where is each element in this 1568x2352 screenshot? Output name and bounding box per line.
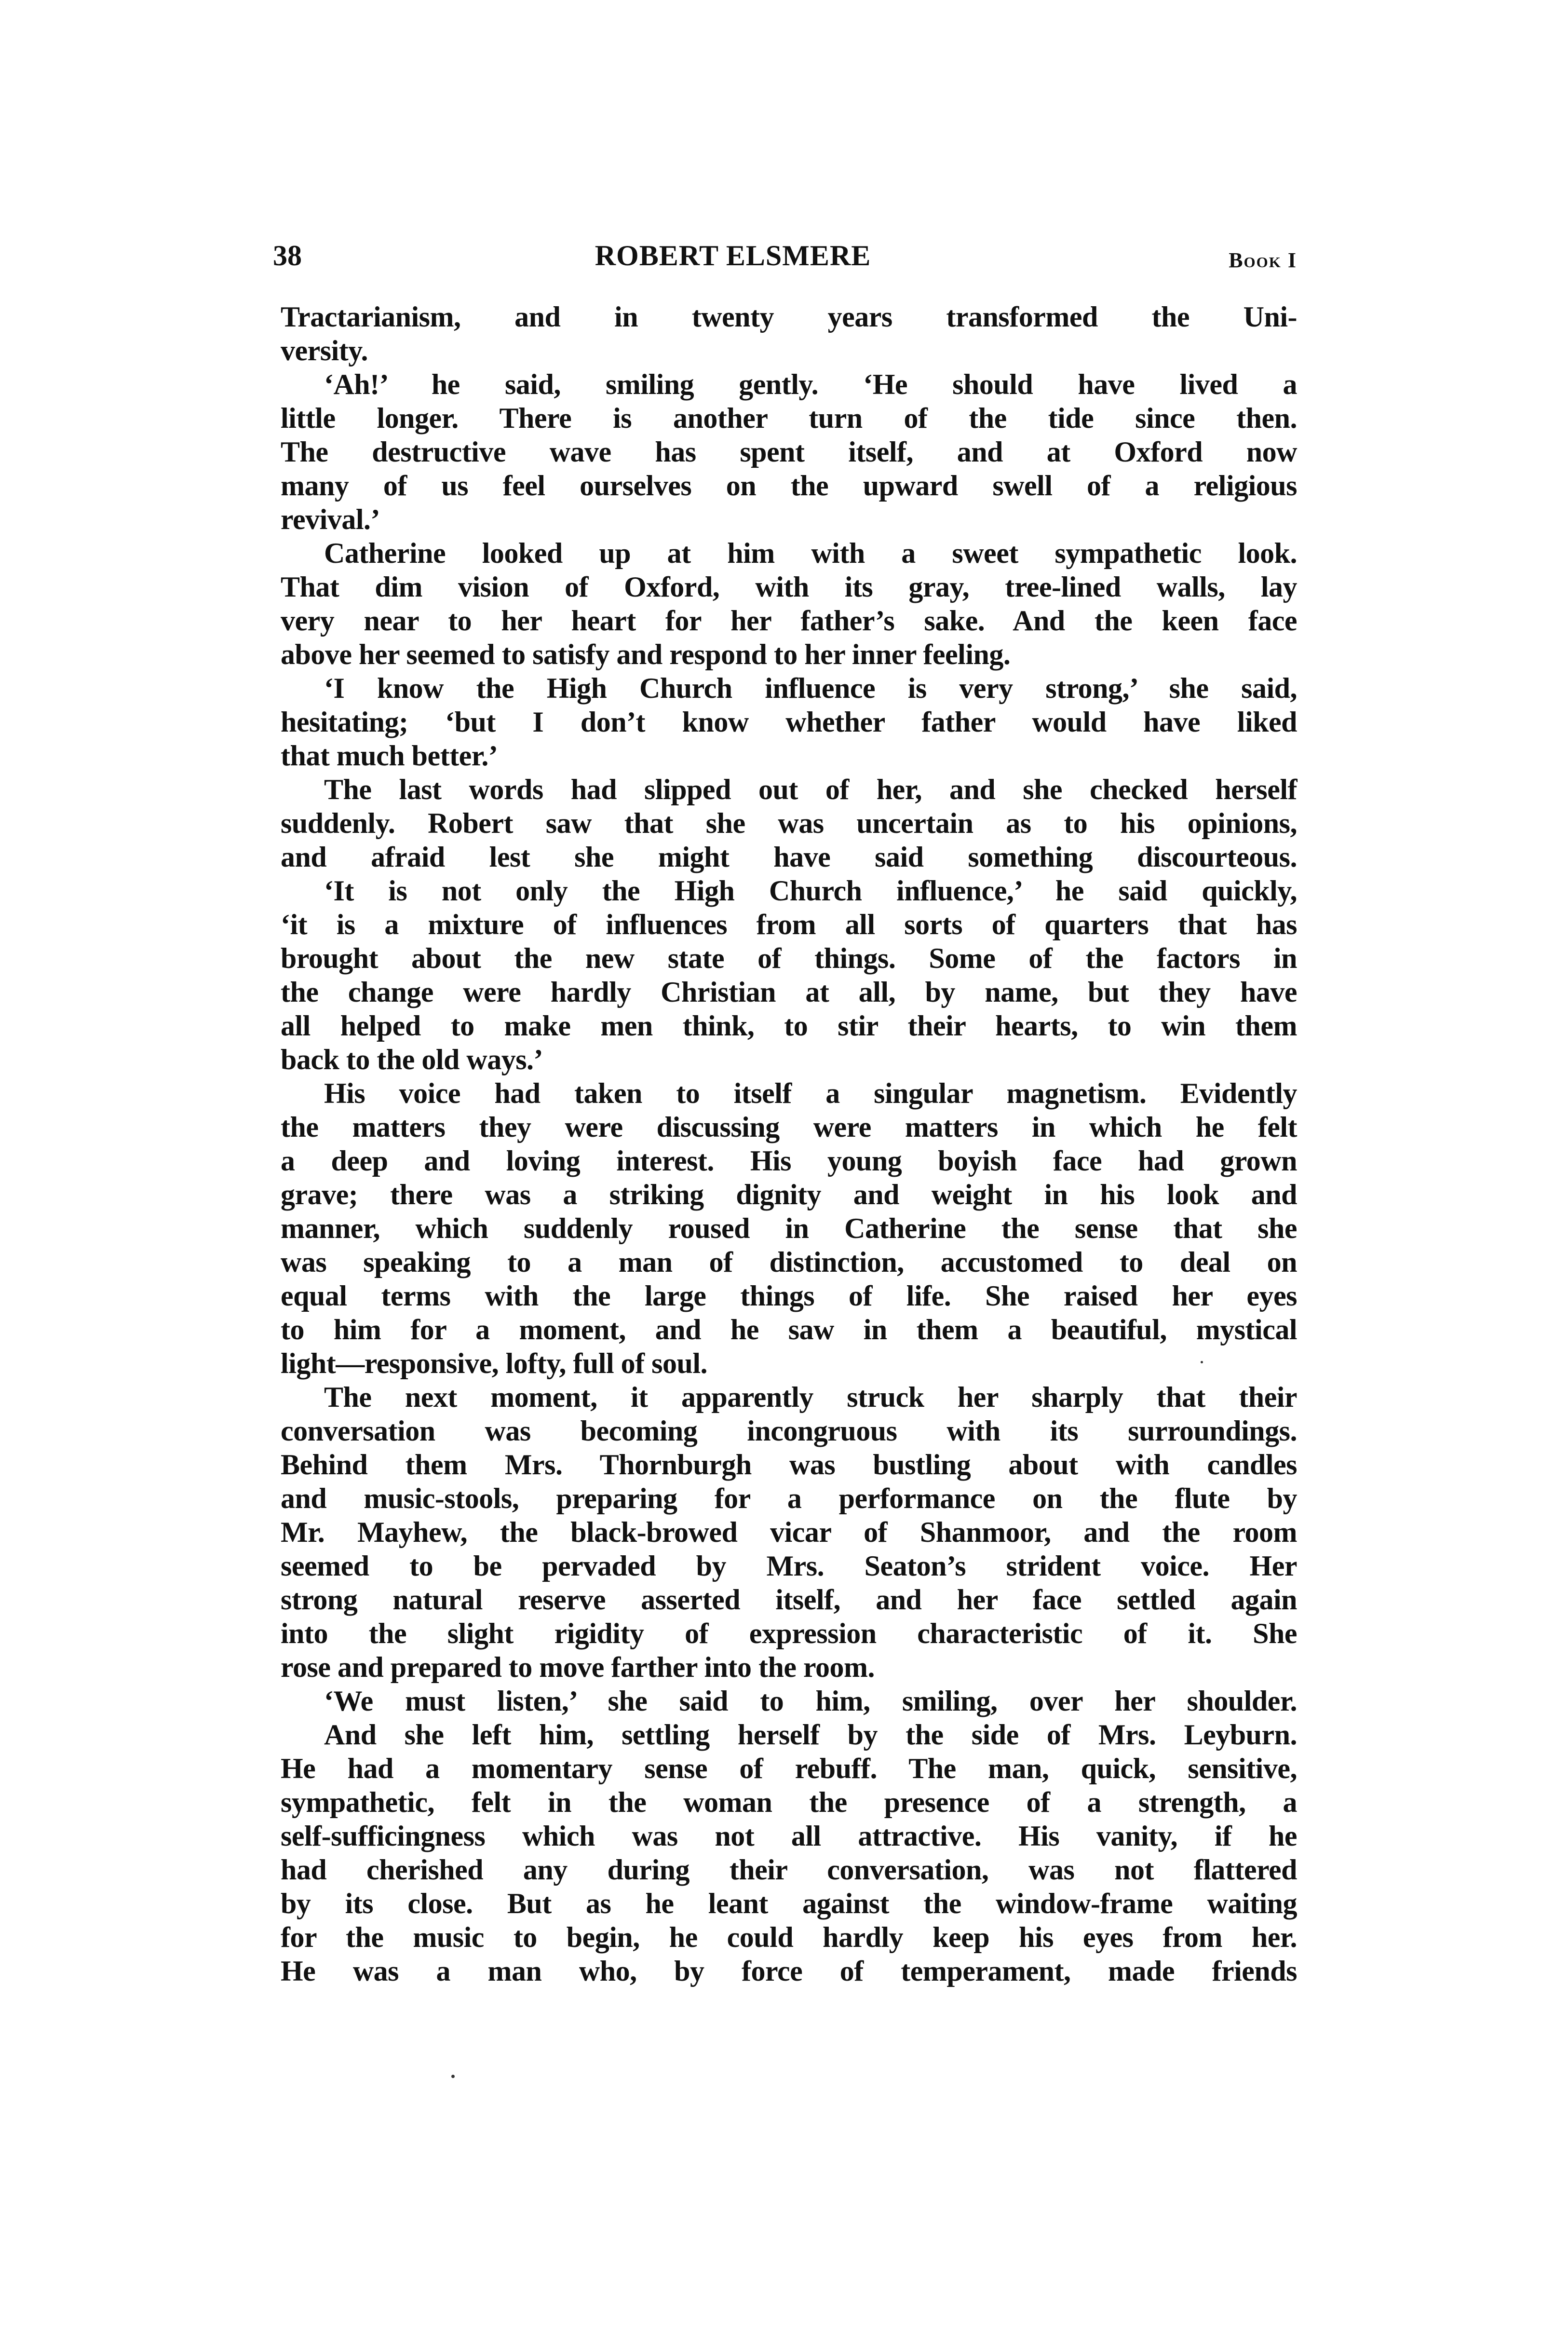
text-line: all helped to make men think, to stir their hearts, to win them [281, 1010, 1297, 1042]
text-line: and music-stools, preparing for a performance on the flute by [281, 1482, 1297, 1514]
text-line: suddenly. Robert saw that she was uncertain as to his opinions, [281, 807, 1297, 839]
text-line: seemed to be pervaded by Mrs. Seaton’s strident voice. Her [281, 1550, 1297, 1582]
text-line: The destructive wave has spent itself, and at Oxford now [281, 436, 1297, 468]
text-line: rose and prepared to move farther into the room. [281, 1651, 875, 1683]
text-line: light—responsive, lofty, full of soul. [281, 1347, 707, 1379]
text-line: He was a man who, by force of temperament, made friends [281, 1955, 1297, 1987]
text-line: Tractarianism, and in twenty years transformed the Uni- [281, 301, 1297, 333]
paragraph [281, 1380, 1297, 1684]
text-line: back to the old ways.’ [281, 1044, 543, 1075]
body-text [281, 300, 1297, 1988]
text-line: conversation was becoming incongruous with its surroundings. [281, 1415, 1297, 1447]
paragraph [281, 773, 1297, 874]
text-line: equal terms with the large things of life. She raised her eyes [281, 1280, 1297, 1312]
text-line: the matters they were discussing were matters in which he felt [281, 1111, 1297, 1143]
text-line: ‘It is not only the High Church influence,’ he said quickly, [324, 875, 1297, 907]
text-line: to him for a moment, and he saw in them a beautiful, mystical [281, 1314, 1297, 1346]
text-line: self-sufficingness which was not all attractive. His vanity, if he [281, 1820, 1297, 1852]
text-line: sympathetic, felt in the woman the presence of a strength, a [281, 1786, 1297, 1818]
text-line: many of us feel ourselves on the upward swell of a religious [281, 470, 1297, 502]
book-label: Book I [1229, 248, 1297, 272]
text-line: hesitating; ‘but I don’t know whether father would have liked [281, 706, 1297, 738]
text-line: above her seemed to satisfy and respond to her inner feeling. [281, 639, 1011, 670]
text-line: Catherine looked up at him with a sweet sympathetic look. [324, 537, 1297, 569]
text-line: into the slight rigidity of expression characteristic of it. She [281, 1618, 1297, 1649]
text-line: and afraid lest she might have said something discourteous. [281, 841, 1297, 873]
paragraph [281, 367, 1297, 536]
text-line: That dim vision of Oxford, with its gray, tree-lined walls, lay [281, 571, 1297, 603]
text-line: strong natural reserve asserted itself, and her face settled again [281, 1584, 1297, 1616]
text-line: grave; there was a striking dignity and weight in his look and [281, 1179, 1297, 1210]
text-line: His voice had taken to itself a singular magnetism. Evidently [324, 1077, 1297, 1109]
paragraph [281, 536, 1297, 671]
text-line: ‘Ah!’ he said, smiling gently. ‘He should have lived a [324, 368, 1297, 400]
text-line: a deep and loving interest. His young boyish face had grown [281, 1145, 1297, 1177]
paragraph [281, 1684, 1297, 1718]
paragraph [281, 1718, 1297, 1988]
text-line: Behind them Mrs. Thornburgh was bustling about with candles [281, 1449, 1297, 1481]
text-line: And she left him, settling herself by the side of Mrs. Leyburn. [324, 1719, 1297, 1751]
text-line: ‘it is a mixture of influences from all sorts of quarters that has [281, 909, 1297, 940]
running-title: ROBERT ELSMERE [595, 240, 871, 272]
text-line: The next moment, it apparently struck her sharply that their [324, 1381, 1297, 1413]
page-number: 38 [273, 240, 302, 272]
paragraph [281, 874, 1297, 1076]
text-line: Mr. Mayhew, the black-browed vicar of Shanmoor, and the room [281, 1516, 1297, 1548]
text-line: little longer. There is another turn of the tide since then. [281, 402, 1297, 434]
text-line: that much better.’ [281, 740, 498, 772]
paragraph [281, 1076, 1297, 1380]
text-line: The last words had slipped out of her, and she checked herself [324, 774, 1297, 805]
text-line: brought about the new state of things. Some of the factors in [281, 942, 1297, 974]
scan-speck [1201, 1361, 1203, 1363]
text-line: revival.’ [281, 503, 380, 535]
text-line: by its close. But as he leant against the window-frame waiting [281, 1888, 1297, 1919]
text-line: He had a momentary sense of rebuff. The man, quick, sensitive, [281, 1753, 1297, 1784]
text-line: ‘I know the High Church influence is very strong,’ she said, [324, 672, 1297, 704]
text-line: manner, which suddenly roused in Catherine the sense that she [281, 1212, 1297, 1244]
text-line: ‘We must listen,’ she said to him, smiling, over her shoulder. [324, 1685, 1297, 1717]
text-line: very near to her heart for her father’s sake. And the keen face [281, 605, 1297, 637]
text-line: versity. [281, 335, 368, 367]
paragraph [281, 300, 1297, 367]
text-line: for the music to begin, he could hardly keep his eyes from her. [281, 1921, 1297, 1953]
text-line: was speaking to a man of distinction, accustomed to deal on [281, 1246, 1297, 1278]
text-line: the change were hardly Christian at all, by name, but they have [281, 976, 1297, 1008]
scan-speck [451, 2075, 455, 2078]
paragraph [281, 671, 1297, 773]
text-line: had cherished any during their conversation, was not flattered [281, 1854, 1297, 1886]
